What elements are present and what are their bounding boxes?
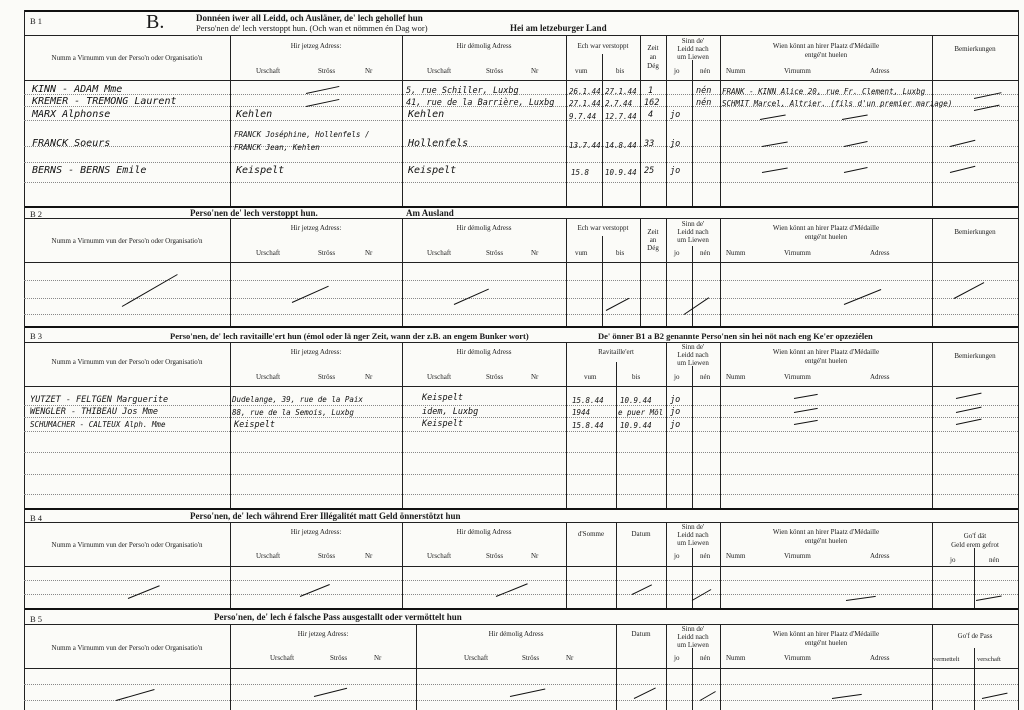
col-sum: d'Somme — [577, 530, 605, 538]
medal-recipient: FRANK - KINN Alice 20, rue Fr. Clement, Luxbg — [722, 87, 926, 96]
section-title: Perso'nen, de' lech ravitaille'ert hun (émol oder lä nger Zeit, wann der z.B. an engem Bunker wort) — [170, 331, 529, 341]
table-row-name: KINN - ADAM Mme — [32, 84, 123, 95]
section-title: Perso'nen de' lech verstoppt hun. — [190, 208, 318, 218]
section-code: B 5 — [30, 614, 43, 624]
table-row-current: Keispelt — [236, 165, 285, 176]
section-code: B 4 — [30, 513, 43, 523]
section-title-line2: Perso'nen de' lech verstoppt hun. (Och wan et nömmen én Dag wor) — [196, 23, 428, 33]
col-pass: Go'f de Pass — [957, 632, 993, 640]
table-row-name: BERNS - BERNS Emile — [32, 165, 147, 176]
table-row-name: WENGLER - THIBEAU Jos Mme — [30, 407, 158, 417]
table-row-current: Kehlen — [236, 109, 273, 120]
section-code: B 3 — [30, 331, 43, 341]
table-row-current: Keispelt — [234, 420, 275, 430]
col-date: Datum — [631, 630, 651, 638]
section-title: Perso'nen, de' lech é falsche Pass ausgestallt oder vermöttelt hun — [214, 612, 462, 622]
col-date: Datum — [631, 530, 651, 538]
table-row-former: 41, rue de la Barrière, Luxbg — [406, 98, 555, 108]
table-row-name: MARX Alphonse — [32, 109, 111, 120]
section-b5: B 5 Perso'nen, de' lech é falsche Pass ausgestallt oder vermöttelt hun Numm a Virnumm vun der Perso'n oder Organisatio'n Hir jetzeg Adress: Urschaft Ströss Nr Hir démolig Adress Urschaft Ströss Nr Datum Sinn de' Leidd nach um Liewen jo nén Wien könnt an hirer Plaatz d'Médaille entgé'nt huelen Numm Virnumm Adress Go'f de Pass vermettelt verschaft — [24, 608, 1018, 710]
section-title: Perso'nen, de' lech während Erer Illégalitét matt Geld önnerstötzt hun — [190, 511, 461, 521]
col-name: Numm a Virnumm vun der Perso'n oder Organisatio'n — [51, 54, 203, 62]
table-row-current: 88, rue de la Semois, Luxbg — [232, 408, 354, 417]
section-b1: B 1 B. Donnéen iwer all Leidd, och Ausläner, de' lech gehollef hun Perso'nen de' lech verstoppt hun. (Och wan et nömmen én Dag wor) Hei am letzeburger Land Numm a Virnumm vun der Perso'n oder Organisatio'n Hir jetzeg Adress: Urschaft Ströss Nr Hir démolig Adress Urschaft Ströss Nr Ech war verstoppt vum bis Zeit an Dég Sinn de' Leidd nach um Liewen jo nén Wien könnt an hirer Plaatz d'Médaille entgé'nt huelen Numm Virnumm Adress Bemierkungen KINN - ADAM Mme KREMER - TREMONG Laurent MARX Alphonse FRANCK Soeurs BERNS - BERNS Emile Kehlen FRANCK Joséphine, Hollenfels / FRANCK Jean, Kehlen Keispelt 5, rue Schiller, Luxbg 41, rue de la Barrière, Luxbg Kehlen Hollenfels Keispelt 26.1.44 27.1.44 9.7.44 13.7.44 15.8 27.1.44 2.7.44 12.7.44 14.8.44 10.9.44 1 162 4 33 25 nén nén jo jo jo FRANK - KINN Alice 20, rue Fr. Clement, Luxbg SCHMIT Marcel, Altrier. (fils d'un premier mariage) — [24, 10, 1018, 206]
table-row-former: 5, rue Schiller, Luxbg — [406, 86, 519, 96]
table-row-name: FRANCK Soeurs — [32, 138, 111, 149]
col-supplied: Ravitaille'ert — [598, 348, 634, 356]
section-letter: B. — [146, 11, 165, 33]
table-row-former: Keispelt — [422, 419, 463, 429]
table-row-former: Keispelt — [408, 165, 457, 176]
section-title-line1: Donnéen iwer all Leidd, och Ausläner, de' lech gehollef hun — [196, 13, 423, 23]
col-hidden: Ech war verstoppt — [577, 42, 629, 50]
col-former-address: Hir démolig Adress — [456, 42, 512, 50]
col-remarks: Bemierkungen — [954, 45, 996, 53]
section-region: Hei am letzeburger Land — [510, 23, 607, 33]
col-current-address: Hir jetzeg Adress: — [290, 42, 342, 50]
table-row-former: idem, Luxbg — [422, 407, 479, 417]
table-row-former: Hollenfels — [408, 138, 469, 149]
section-code: B 1 — [30, 16, 43, 26]
table-row-former: Kehlen — [408, 109, 445, 120]
table-row-name: KREMER - TREMONG Laurent — [32, 96, 177, 107]
section-code: B 2 — [30, 209, 43, 219]
section-b2: B 2 Perso'nen de' lech verstoppt hun. Am Ausland Numm a Virnumm vun der Perso'n oder Organisatio'n Hir jetzeg Adress: Urschaft Ströss Nr Hir démolig Adress Urschaft Ströss Nr Ech war verstoppt vum bis Zeit an Dég Sinn de' Leidd nach um Liewen jo nén Wien könnt an hirer Plaatz d'Médaille entgé'nt huelen Numm Virnumm Adress Bemierkungen — [24, 206, 1018, 326]
section-region: Am Ausland — [406, 208, 454, 218]
table-row-former: Keispelt — [422, 393, 463, 403]
table-row-name: YUTZET - FELTGEN Marguerite — [30, 395, 169, 405]
medal-recipient: SCHMIT Marcel, Altrier. (fils d'un premier mariage) — [722, 99, 953, 108]
section-note: De' önner B1 a B2 genannte Perso'nen sin hei nöt nach eng Ke'er opzeziélen — [598, 331, 873, 341]
table-row-current: Dudelange, 39, rue de la Paix — [232, 395, 363, 404]
section-b4: B 4 Perso'nen, de' lech während Erer Illégalitét matt Geld önnerstötzt hun Numm a Virnumm vun der Perso'n oder Organisatio'n Hir jetzeg Adress: Urschaft Ströss Nr Hir démolig Adress Urschaft Ströss Nr d'Somme Datum Sinn de' Leidd nach um Liewen jo nén Wien könnt an hirer Plaatz d'Médaille entgé'nt huelen Numm Virnumm Adress Go'f dät Geld erem gefrot jo nén — [24, 508, 1018, 608]
table-row-name: SCHUMACHER - CALTEUX Alph. Mme — [30, 420, 166, 429]
section-b3: B 3 Perso'nen, de' lech ravitaille'ert hun (émol oder lä nger Zeit, wann der z.B. an engem Bunker wort) De' önner B1 a B2 genannte Perso'nen sin hei nöt nach eng Ke'er opzeziélen Numm a Virnumm vun der Perso'n oder Organisatio'n Hir jetzeg Adress: Urschaft Ströss Nr Hir démolig Adress Urschaft Ströss Nr Ravitaille'ert vum bis Sinn de' Leidd nach um Liewen jo nén Wien könnt an hirer Plaatz d'Médaille entgé'nt huelen Numm Virnumm Adress Bemierkungen YUTZET - FELTGEN Marguerite WENGLER - THIBEAU Jos Mme SCHUMACHER - CALTEUX Alph. Mme Dudelange, 39, rue de la Paix 88, rue de la Semois, Luxbg Keispelt Keispelt idem, Luxbg Keispelt 15.8.44 1944 15.8.44 10.9.44 e puer Möl 10.9.44 jo jo jo — [24, 326, 1018, 508]
table-row-current: FRANCK Joséphine, Hollenfels / FRANCK Jean, Kehlen — [234, 130, 370, 152]
